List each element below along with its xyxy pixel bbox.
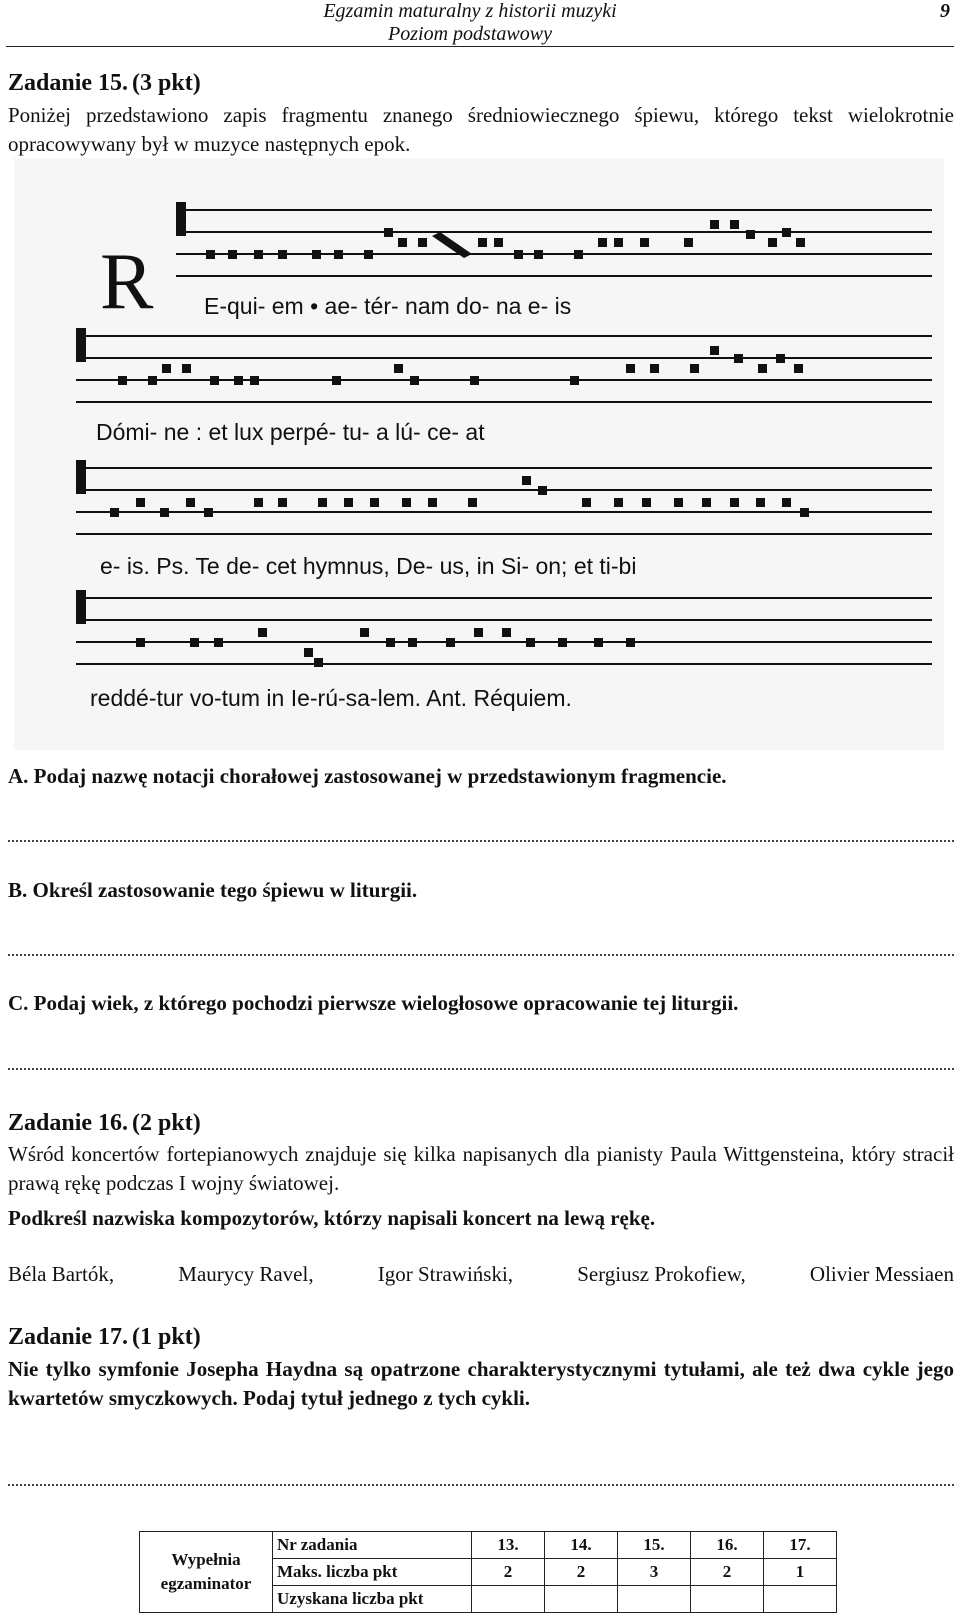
score-table bbox=[139, 1531, 837, 1613]
score-cell: 3 bbox=[618, 1559, 691, 1586]
task16-points: (2 pkt) bbox=[132, 1110, 201, 1136]
score-row-header: Maks. liczba pkt bbox=[273, 1559, 472, 1586]
task17-title-text: Zadanie 17. bbox=[8, 1324, 129, 1350]
task17-points: (1 pkt) bbox=[132, 1324, 201, 1350]
answer-line-b[interactable] bbox=[8, 954, 954, 956]
composer-ravel[interactable]: Maurycy Ravel, bbox=[178, 1262, 314, 1286]
task16-title bbox=[8, 1110, 954, 1137]
c-clef-3 bbox=[76, 460, 86, 494]
page-number: 9 bbox=[940, 0, 950, 22]
score-input-cell[interactable] bbox=[545, 1586, 618, 1613]
task16-title-text: Zadanie 16. bbox=[8, 1110, 129, 1136]
score-cell: 14. bbox=[545, 1532, 618, 1559]
score-row-header: Nr zadania bbox=[273, 1532, 472, 1559]
composer-list bbox=[8, 1262, 954, 1287]
c-clef-4 bbox=[76, 590, 86, 624]
task15-title-text: Zadanie 15. bbox=[8, 70, 129, 96]
gregorian-chant-image bbox=[14, 158, 944, 750]
task15-intro: Poniżej przedstawiono zapis fragmentu znanego średniowiecznego śpiewu, którego tekst wielokrotnie opracowywany był w muzyce następnych epok. bbox=[8, 103, 954, 156]
exam-level: Poziom podstawowy bbox=[388, 23, 552, 45]
task17-text: Nie tylko symfonie Josepha Haydna są opatrzone charakterystycznymi tytułami, ale też dwa cykle jego kwartetów smyczkowych. Podaj tytuł jednego z tych cykli. bbox=[8, 1357, 954, 1410]
score-row-task-numbers bbox=[140, 1532, 837, 1559]
header-divider bbox=[6, 46, 954, 47]
answer-line-a[interactable] bbox=[8, 840, 954, 842]
question-a: A. Podaj nazwę notacji chorałowej zastosowanej w przedstawionym fragmencie. bbox=[8, 764, 727, 788]
score-input-cell[interactable] bbox=[764, 1586, 837, 1613]
composer-messiaen[interactable]: Olivier Messiaen bbox=[809, 1262, 954, 1286]
chant-lyrics-3: e- is. Ps. Te de- cet hymnus, De- us, in Si- on; et ti-bi bbox=[100, 553, 637, 579]
score-cell: 13. bbox=[472, 1532, 545, 1559]
score-cell: 16. bbox=[691, 1532, 764, 1559]
score-cell: 2 bbox=[472, 1559, 545, 1586]
score-table-label: Wypełnia egzaminator bbox=[140, 1532, 273, 1613]
score-row-header: Uzyskana liczba pkt bbox=[273, 1586, 472, 1613]
score-input-cell[interactable] bbox=[618, 1586, 691, 1613]
question-c: C. Podaj wiek, z którego pochodzi pierwsze wielogłosowe opracowanie tej liturgii. bbox=[8, 991, 739, 1015]
task16-intro: Wśród koncertów fortepianowych znajduje się kilka napisanych dla pianisty Paula Wittgensteina, który stracił prawą rękę podczas I wojny światowej. bbox=[8, 1142, 954, 1195]
task15-title bbox=[8, 70, 954, 97]
score-cell: 17. bbox=[764, 1532, 837, 1559]
c-clef-1 bbox=[176, 202, 186, 236]
chant-initial: R bbox=[100, 238, 154, 326]
score-cell: 15. bbox=[618, 1532, 691, 1559]
question-b: B. Określ zastosowanie tego śpiewu w liturgii. bbox=[8, 878, 418, 902]
page-header bbox=[0, 0, 960, 48]
chant-lyrics-4: reddé-tur vo-tum in Ie-rú-sa-lem. Ant. Réquiem. bbox=[90, 685, 572, 711]
score-input-cell[interactable] bbox=[691, 1586, 764, 1613]
answer-line-c[interactable] bbox=[8, 1068, 954, 1070]
answer-line-17[interactable] bbox=[8, 1484, 954, 1486]
score-cell: 1 bbox=[764, 1559, 837, 1586]
chant-lyrics-2: Dómi- ne : et lux perpé- tu- a lú- ce- at bbox=[96, 419, 485, 445]
composer-strawinski[interactable]: Igor Strawiński, bbox=[377, 1262, 514, 1286]
exam-title: Egzamin maturalny z historii muzyki bbox=[323, 0, 617, 22]
composer-bartok[interactable]: Béla Bartók, bbox=[8, 1262, 115, 1286]
chant-lyrics-1: E-qui- em • ae- tér- nam do- na e- is bbox=[204, 293, 572, 319]
task15-points: (3 pkt) bbox=[132, 70, 201, 96]
score-cell: 2 bbox=[691, 1559, 764, 1586]
task16-instruction: Podkreśl nazwiska kompozytorów, którzy napisali koncert na lewą rękę. bbox=[8, 1206, 656, 1230]
score-cell: 2 bbox=[545, 1559, 618, 1586]
composer-prokofiew[interactable]: Sergiusz Prokofiew, bbox=[577, 1262, 746, 1286]
c-clef-2 bbox=[76, 328, 86, 362]
score-input-cell[interactable] bbox=[472, 1586, 545, 1613]
task17-title bbox=[8, 1324, 954, 1351]
